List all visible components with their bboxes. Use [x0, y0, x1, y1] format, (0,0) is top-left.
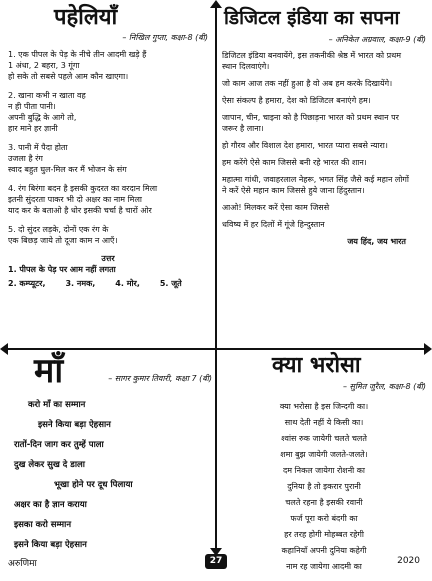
answer-row-1: [8, 264, 208, 275]
answer-1: 1. पीपल के पेड़ पर आम नहीं लगता: [8, 265, 116, 274]
poem-line: जो काम आज तक नहीं हुआ है वो अब हम करके दिखायेंगे।: [222, 79, 393, 88]
riddle-list: [8, 49, 208, 246]
riddle-line: 2. खाना कभी न खाता वह: [8, 91, 86, 100]
arrow-up-icon: [210, 0, 222, 8]
riddle-line: स्वाद बहुत घुल-मिल कर मैं भोजन के संग: [8, 165, 127, 174]
riddle-line: 4. रंग बिरंगा बदन है इसकी कुदरत का वरदान मिला: [8, 184, 158, 193]
maa-section: [8, 351, 212, 560]
riddle-line: अपनी बुद्धि के आगे तो,: [8, 113, 77, 122]
poem-line: हर तरह होगी मोहब्बत रहेगी: [284, 530, 364, 539]
poem-line: शमा बुझ जायेगी जलते-जलते।: [280, 450, 368, 459]
riddle-line: हार माने हर ज्ञानी: [8, 124, 58, 133]
poem-line: आओ! मिलकर करें ऐसा काम जिससे: [222, 203, 330, 212]
riddle-line: याद कर के बताओ है धोर इसकी चर्चा है चारों ओर: [8, 206, 152, 215]
kya-bharosa-author: – सुमित जुरैल, कक्षा-8 (बी): [343, 382, 426, 391]
riddle-item: [8, 49, 208, 82]
riddle-line: 1 अंधा, 2 बहरा, 3 गूंगा: [8, 61, 80, 70]
answer-row-2: [8, 278, 208, 289]
poem-line: डिजिटल इंडिया बनवायेंगे, इस तकनीकी श्रेष्ठ में भारत को प्रथम: [222, 51, 402, 60]
maa-body: [8, 400, 212, 551]
riddles-section: [8, 6, 208, 289]
riddle-line: उजला है रंग: [8, 154, 43, 163]
riddle-line: 3. पानी में पैदा होता: [8, 143, 68, 152]
answer-heading: उत्तर: [101, 254, 115, 263]
arrow-left-icon: [0, 343, 8, 355]
kya-bharosa-body: [222, 401, 426, 572]
poem-line: अक्षर का है ज्ञान कराया: [14, 500, 87, 510]
digital-india-title: डिजिटल इंडिया का सपना: [224, 7, 400, 29]
answer-item: 2. कम्प्यूटर,: [8, 279, 46, 288]
riddle-item: [8, 183, 208, 216]
poem-line: इसने किया बड़ा ऐहसान: [38, 420, 111, 430]
poem-line: ऐसा संकल्प है हमारा, देश को डिजिटल बनाएंगे हम।: [222, 96, 371, 105]
kya-bharosa-section: [222, 354, 426, 577]
riddles-author: – निखिल गुप्ता, कक्षा-8 (बी): [122, 33, 208, 42]
digital-india-author: – अनिकेत अग्रवाल, कक्षा-9 (बी): [328, 35, 426, 44]
poem-line: कहानियाँ अपनी दुनिया कहेगी: [281, 546, 367, 555]
footer-left: अरुणिमा: [8, 559, 37, 569]
riddle-item: [8, 90, 208, 134]
digital-india-closing: जय हिंद, जय भारत: [347, 237, 406, 246]
riddle-item: [8, 224, 208, 246]
poem-line: दुख लेकर सुख दे डाला: [14, 460, 85, 470]
poem-line: इसका करो सम्मान: [14, 520, 72, 530]
poem-line: हम करेंगे ऐसे काम जिससे बनी रहे भारत की शान।: [222, 158, 367, 167]
poem-line: चलते रहना है इसकी रवानी: [285, 498, 363, 507]
poem-line: दुनिया है तो इकरार पुरानी: [287, 482, 361, 491]
poem-line: जापान, चीन, चाइना को है पिछाड़ना भारत को प्रथम स्थान पर: [222, 113, 399, 122]
digital-india-section: [222, 6, 426, 247]
page-number: 27: [205, 554, 227, 569]
poem-line: क्या भरोसा है इस जिन्दगी का।: [279, 402, 369, 411]
poem-line: श्वांस रुक जायेगी चलते चलते: [281, 434, 367, 443]
poem-line: करो माँ का सम्मान: [28, 400, 86, 410]
poem-line: साथ देती नहीं ये किसी का।: [284, 418, 364, 427]
poem-line: महात्मा गांधी, जवाहरलाल नेहरू, भगत सिंह जैसे कई महान लोगों: [222, 175, 409, 184]
poem-line: धविष्य में हर दिलों में गूंजे हिन्दुस्तान: [222, 220, 325, 229]
footer-right: 2020: [397, 556, 420, 566]
riddle-line: एक बिछड़ जाये तो दूजा काम न आएँ।: [8, 236, 118, 245]
poem-line: इसने किया बड़ा ऐहसान: [14, 540, 87, 550]
answer-item: 4. मोर,: [115, 279, 140, 288]
riddle-line: 5. दो सुंदर लड़के, दोनों एक रंग के: [8, 225, 109, 234]
poem-line: स्थान दिलवाएंगे।: [222, 62, 270, 71]
vertical-divider: [215, 4, 217, 552]
riddles-title: पहेलियाँ: [54, 5, 118, 30]
poem-line: फर्ज पूरा करो बंदगी का: [290, 514, 358, 523]
poem-line: हो गौरव और विशाल देश हमारा, भारत प्यारा सबसे न्यारा।: [222, 141, 388, 150]
riddle-line: हो सके तो सबसे पहले आम कौन खाएगा।: [8, 72, 129, 81]
maa-title: माँ: [34, 351, 64, 391]
poem-line: दम निकल जायेगा रोशनी का: [282, 466, 366, 475]
riddle-item: [8, 142, 208, 175]
digital-india-body: [222, 50, 426, 230]
kya-bharosa-title: क्या भरोसा: [272, 353, 361, 378]
maa-author: – सागर कुमार तिवारी, कक्षा 7 (बी): [108, 374, 212, 383]
horizontal-divider: [5, 348, 427, 350]
riddle-line: इतनी सुंदरता पाकर भी दो अक्षर का नाम मिला: [8, 195, 142, 204]
riddle-line: 1. एक पीपल के पेड़ के नीचे तीन आदमी खड़े हैं: [8, 50, 147, 59]
answer-item: 3. नमक,: [65, 279, 96, 288]
riddle-line: न ही पीता पानी।: [8, 102, 56, 111]
poem-line: भूखा होने पर दूध पिलाया: [54, 480, 133, 490]
answer-item: 5. जूते: [159, 279, 182, 288]
poem-line: ने करें ऐसे महान काम जिससे हुये जाना हिंदुस्तान।: [222, 186, 365, 195]
poem-line: नाम रह जायेगा आदमी का: [286, 562, 362, 571]
poem-line: रातों-दिन जाग कर तुम्हें पाला: [14, 440, 104, 450]
poem-line: जरूर है लाना।: [222, 124, 264, 133]
